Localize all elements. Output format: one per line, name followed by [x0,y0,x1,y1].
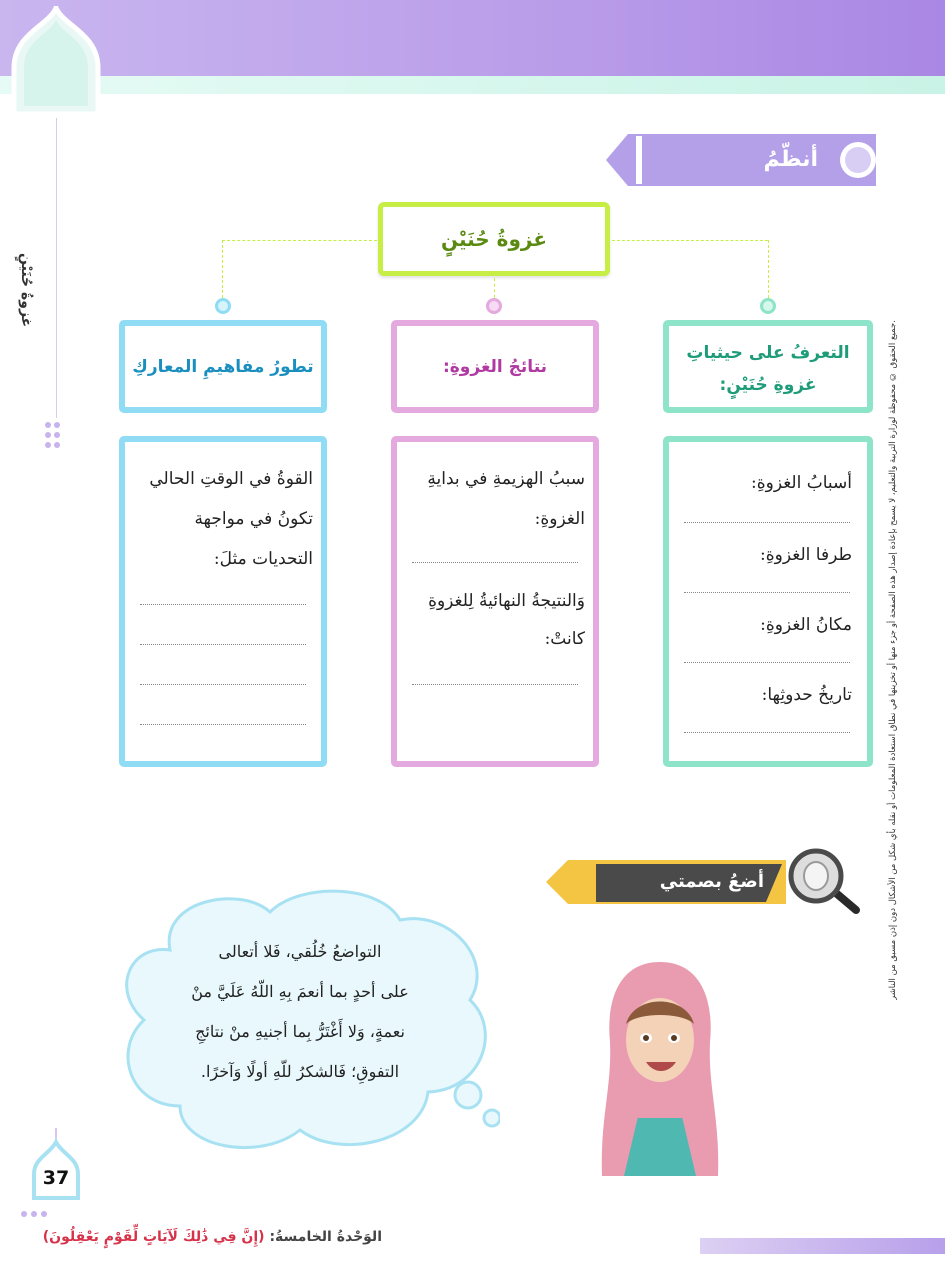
arch-ornament-icon [6,6,106,118]
connector-left-v [222,240,223,298]
green-item-4: تاريخُ حدوثِها: [761,685,852,705]
quote-line: التواضعُ خُلُقي، فَلا أتعالى [218,942,382,961]
pink-text2-line1: وَالنتيجةُ النهائيةُ لِلغزوةِ [428,591,585,611]
green-item-3: مكانُ الغزوةِ: [760,615,852,635]
footer-unit-label: الوَحْدةُ الخامسةُ: [269,1229,382,1245]
magnifier-fingerprint-icon [784,846,864,916]
footer-unit-quote: (إِنَّ فِي ذَٰلِكَ لَآيَاتٍ لِّقَوْمٍ يَعْقِلُونَ) [42,1229,265,1245]
pink-text2-line2: كانتْ: [544,629,585,649]
answer-line[interactable] [140,684,306,685]
answer-line[interactable] [684,592,850,593]
section-title: أنظّمُ مفاهيمي: [710,147,818,212]
answer-line[interactable] [140,724,306,725]
page-number: 37 [42,1167,70,1189]
blue-title: تطورُ مفاهيمِ المعاركِ [132,357,314,377]
footer-unit-title [22,1222,382,1252]
connector-left-h [222,240,377,241]
answer-line[interactable] [140,644,306,645]
connector-right-h [612,240,768,241]
side-unit-title: غزوةُ حُنَيْنٍ [18,252,34,328]
footer-bar [700,1238,945,1254]
pink-text1-line1: سببُ الهزيمةِ في بدايةِ [427,469,585,489]
connector-right-v [768,240,769,298]
blue-text-line1: القوةُ في الوقتِ الحالي [149,469,313,489]
pink-text1-line2: الغزوةِ: [534,509,585,529]
top-banner [0,0,945,76]
green-title-line1: التعرفُ على حيثياتِ [686,343,850,363]
top-banner-stripe [0,76,945,94]
decor-dots-icon [0,1209,60,1219]
answer-line[interactable] [684,522,850,523]
node-dot-green [760,298,776,314]
margin-line [56,118,57,418]
girl-character-illustration [600,958,720,1178]
node-dot-blue [215,298,231,314]
reflection-badge-label: أضعُ بصمتي [659,871,764,892]
pink-title: نتائجُ الغزوةِ: [442,357,548,377]
green-item-2: طرفا الغزوةِ: [760,545,852,565]
connector-middle-v [494,278,495,298]
answer-line[interactable] [412,562,578,563]
concept-root-title: غزوةُ حُنَيْنٍ [440,227,548,251]
reflection-quote [150,932,450,1142]
blue-text-line3: التحديات مثلَ: [213,549,313,569]
answer-line[interactable] [684,732,850,733]
quote-line: على أحدٍ بما أنعمَ بِهِ اللّهُ عَلَيَّ منْ [191,982,409,1001]
answer-line[interactable] [412,684,578,685]
quote-line: نعمةٍ، وَلا أَغْتَرُّ بِما أجنيهِ منْ نتائجِ [195,1022,405,1041]
copyright-notice: جميع الحقوق © محفوظة لوزارة التربية والتعليم، لا يسمح بإعادة إصدار هذه الصفحة أو جزء منها أو تخزينها في نطاق استعادة المعلومات أو نقله بأي شكل من الأشكال دون إذن مسبق من الناشر. [888,320,898,1000]
footer-dots [0,1204,60,1214]
blue-text-line2: تكونُ في مواجهة [194,509,313,529]
answer-line[interactable] [140,604,306,605]
green-title-line2: غزوةِ حُنَيْنٍ: [719,375,817,395]
green-item-1: أسبابُ الغزوةِ: [750,473,852,493]
node-dot-pink [486,298,502,314]
answer-line[interactable] [684,662,850,663]
quote-line: التفوقِ؛ فَالشكرُ للّهِ أولًا وَآخرًا. [200,1062,400,1081]
decor-dots-icon [44,420,62,450]
